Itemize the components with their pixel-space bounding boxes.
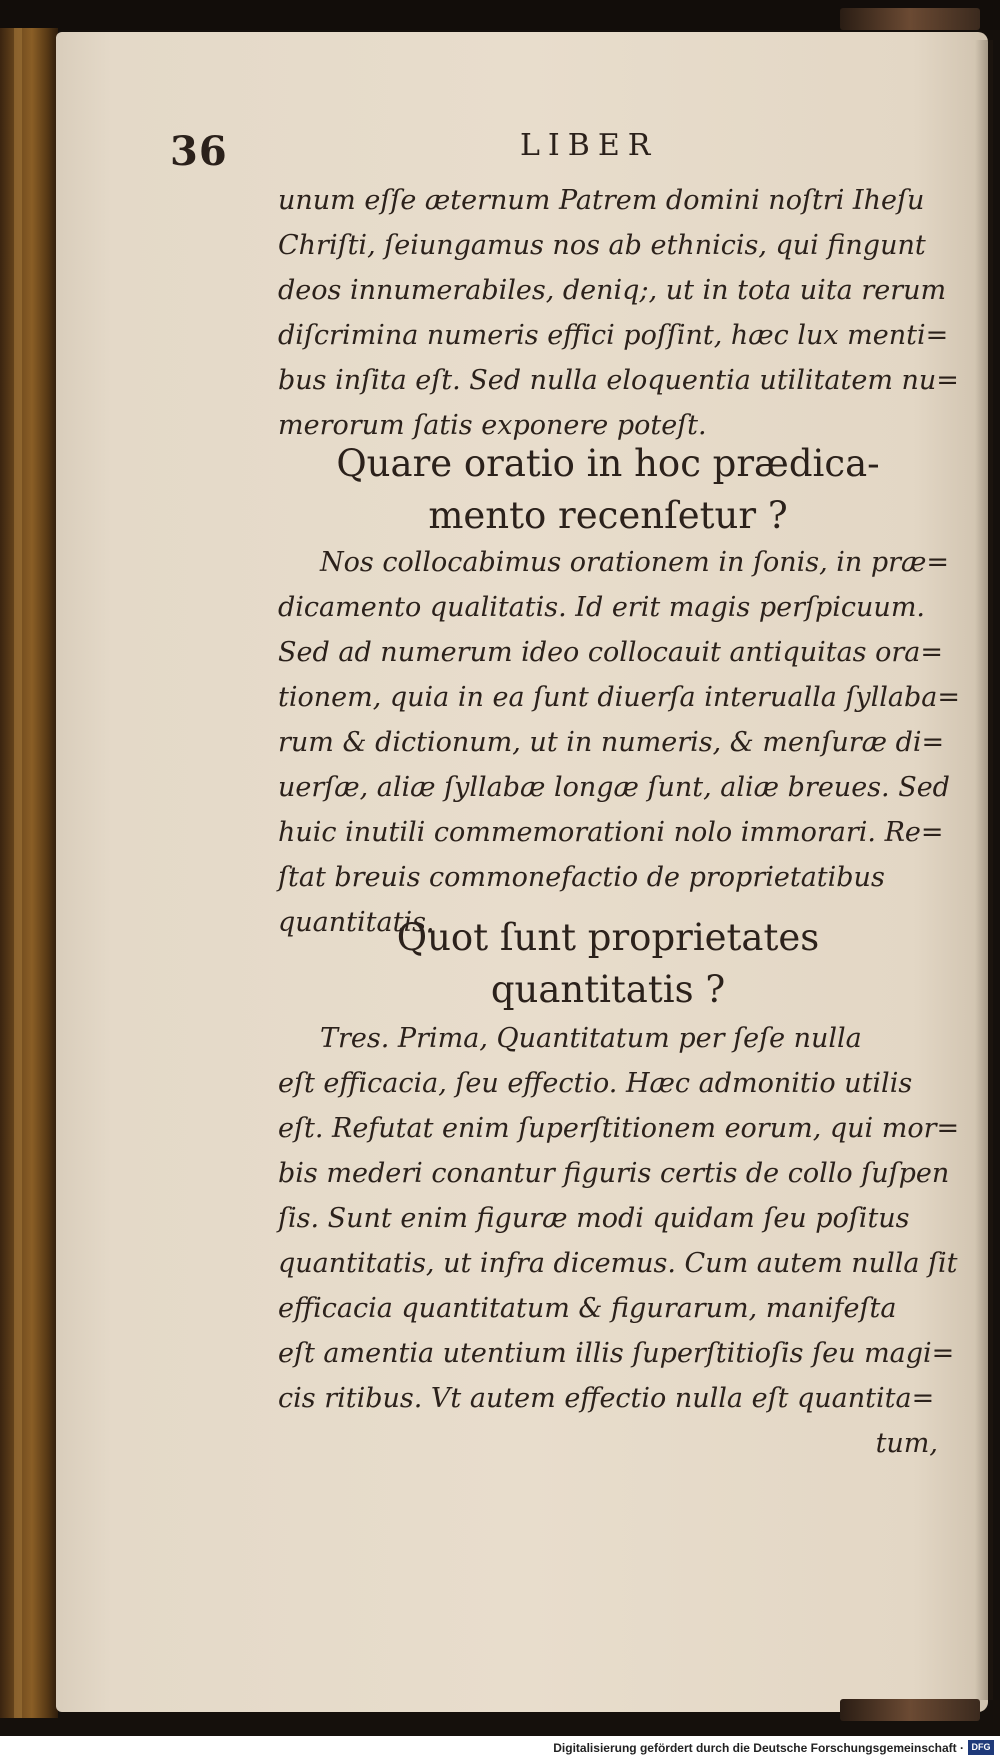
book-spine-edge — [14, 28, 22, 1718]
running-head: LIBER — [520, 128, 659, 163]
paragraph-3 — [278, 1016, 960, 1466]
text-line: deos innumerabiles, deniq;, ut in tota uita rerum — [278, 275, 947, 306]
section-heading-2 — [278, 912, 938, 1016]
text-line: cis ritibus. Vt autem effectio nulla eſt quantita= — [278, 1383, 935, 1414]
text-line: Tres. Prima, Quantitatum per ſeſe nulla — [320, 1023, 862, 1054]
section-heading-1 — [278, 438, 938, 542]
catchword: tum, — [875, 1428, 938, 1459]
text-line: uerſæ, aliæ ſyllabæ longæ ſunt, aliæ breues. Sed — [278, 772, 950, 803]
book-spine — [0, 28, 58, 1718]
funding-credit: Digitalisierung gefördert durch die Deutsche Forschungsgemeinschaft · — [553, 1741, 964, 1755]
heading-line: quantitatis ? — [490, 968, 726, 1011]
text-line: eſt efficacia, ſeu effectio. Hæc admonitio utilis — [278, 1068, 913, 1099]
text-line: diſcrimina numeris effici poſſint, hæc lux menti= — [278, 320, 949, 351]
text-line: Chriſti, ſeiungamus nos ab ethnicis, qui fingunt — [278, 230, 926, 261]
text-line: efficacia quantitatum & figurarum, manifeſta — [278, 1293, 897, 1324]
text-line: huic inutili commemorationi nolo immorari. Re= — [278, 817, 944, 848]
text-line: ſtat breuis commonefactio de proprietatibus — [278, 862, 885, 893]
page-shadow — [975, 40, 993, 1700]
text-line: ſis. Sunt enim figuræ modi quidam ſeu poſitus — [278, 1203, 910, 1234]
paragraph-1 — [278, 178, 959, 448]
text-line: eſt. Refutat enim ſuperſtitionem eorum, qui mor= — [278, 1113, 960, 1144]
text-line: Nos collocabimus orationem in ſonis, in præ= — [320, 547, 950, 578]
paragraph-2 — [278, 540, 961, 945]
book-edge-detail — [840, 8, 980, 30]
heading-line: Quare oratio in hoc prædica- — [336, 442, 880, 485]
text-line: Sed ad numerum ideo collocauit antiquitas ora= — [278, 637, 944, 668]
dfg-logo-icon: DFG — [968, 1740, 994, 1755]
book-edge-detail-bottom — [840, 1699, 980, 1721]
text-line: dicamento qualitatis. Id erit magis perſpicuum. — [278, 592, 925, 623]
text-line: bus inſita eſt. Sed nulla eloquentia utilitatem nu= — [278, 365, 959, 396]
text-line: quantitatis, ut infra dicemus. Cum autem nulla ſit — [278, 1248, 958, 1279]
text-line: bis mederi conantur figuris certis de collo ſuſpen — [278, 1158, 950, 1189]
text-line: unum eſſe æternum Patrem domini noſtri Iheſu — [278, 185, 925, 216]
page-number: 36 — [170, 128, 228, 175]
text-line: rum & dictionum, ut in numeris, & menſuræ di= — [278, 727, 945, 758]
heading-line: mento recenſetur ? — [428, 494, 788, 537]
text-line: merorum ſatis exponere poteſt. — [278, 410, 707, 441]
text-line: eſt amentia utentium illis ſuperſtitioſis ſeu magi= — [278, 1338, 955, 1369]
heading-line: Quot ſunt proprietates — [396, 916, 820, 959]
text-line: tionem, quia in ea ſunt diuerſa interualla ſyllaba= — [278, 682, 961, 713]
text-line: quantitatis. — [278, 907, 435, 938]
